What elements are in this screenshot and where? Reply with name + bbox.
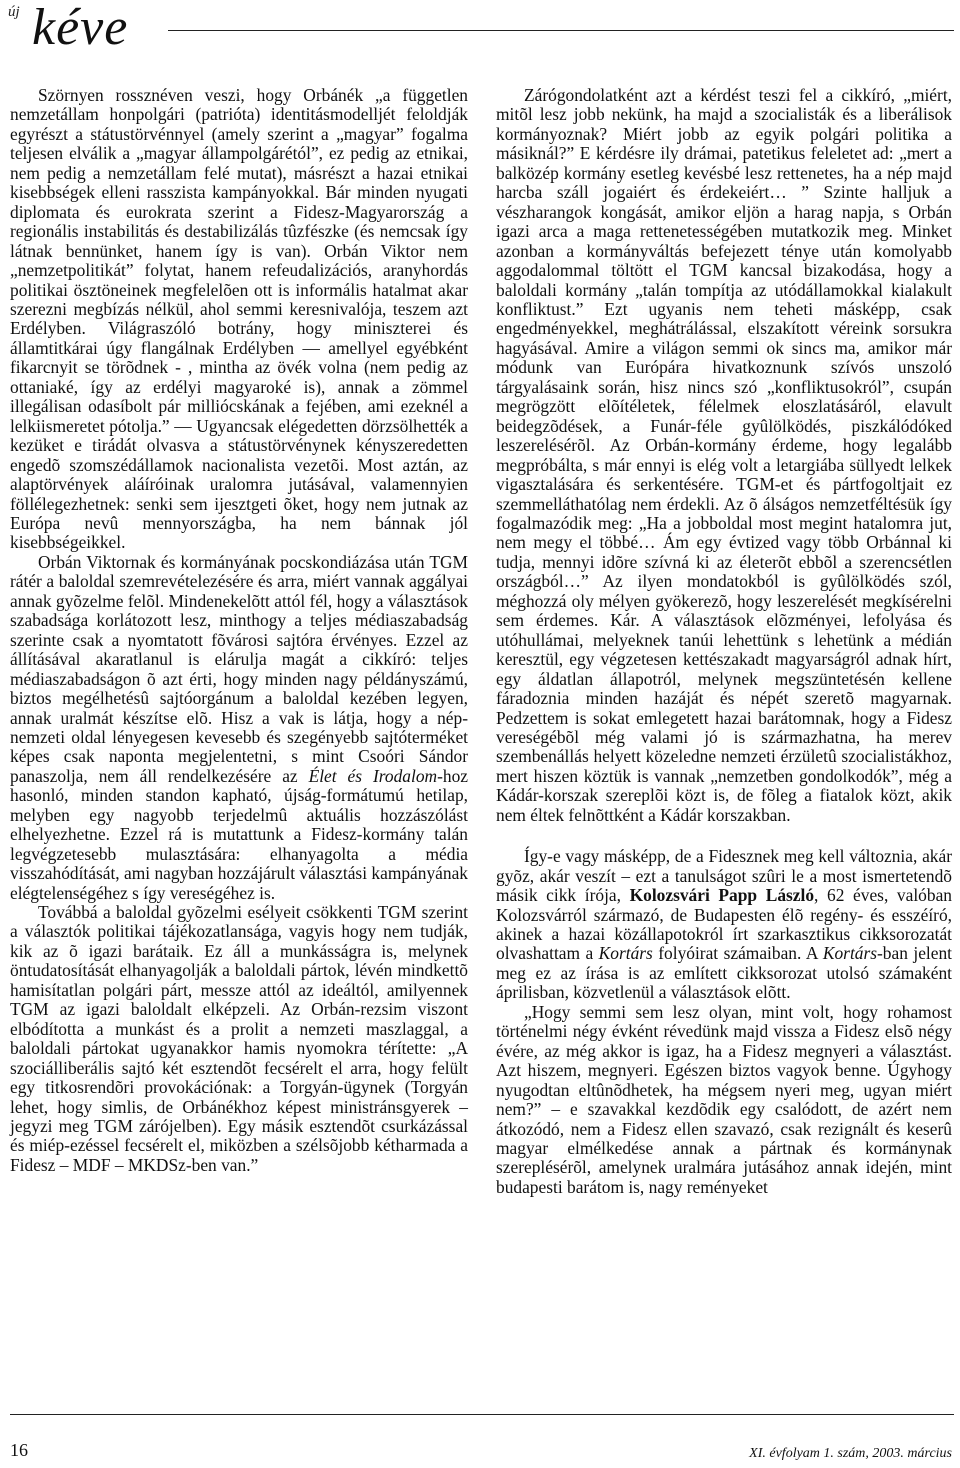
text-run: -hoz hasonló, minden standon kapható, újság-formátumú hetilap, melyben egy nagyobb terjedelmû aktuális hozzászólást elhelyezhetne. Ezzel rá is mutattunk a Fidesz-kormány talán legvégzetesebb mulasztására: elhanyagolta a média visszahódítását, ami nagyban hozzájárult választási kampányának elégtelenségéhez s így vereségéhez is. bbox=[10, 765, 468, 903]
italic-title: Kortárs bbox=[598, 943, 653, 964]
text-run: folyóirat számaiban. A bbox=[652, 943, 823, 964]
paragraph bbox=[496, 86, 952, 825]
footer-rule bbox=[10, 1414, 954, 1415]
paragraph bbox=[496, 847, 952, 1003]
left-column bbox=[10, 86, 468, 1175]
text-run: Szörnyen rossznéven veszi, hogy Orbánék „a független nemzetállam honpolgári (patrióta) identitásmodelljét feloldják egyrészt a státustörvénnyel (amely szerint a „magyar” fogalma teljesen elválik a „magyar állampolgárétól”, ez pedig az etnikai, nem pedig a nemzetállam felé mutat), másrészt a hazai etnikai kisebbségek elleni rasszista kampányokkal. Bár minden nyugati diplomata és eurokrata szerint a Fidesz-Magyarország a regionális instabilitás és destabilizálás tûzfészke (és nemcsak így látnak bennünket, hanem így is van). Orbán Viktor nem „nemzetpolitikát” folytat, hanem refeudalizációs, aranyhordás politikai ösztöneinek megfelelõen ott is informális hatalmat akar szerezni megbízás nélkül, ahol semmi keresnivalója, teszem azt Erdélyben. Világraszóló botrány, hogy miniszterei és államtitkárai úgy flangálnak Erdélyben — amellyel egyébként fikarcnyit se törõdnek - , mintha az övék volna (nem pedig az ottaniaké, így az erdélyi magyaroké is), annak a zömmel illegálisan odasíbolt pár milliócskának a fejében, ami ezeknél a lelkiismeretet pótolja.” — Ugyancsak elégedetten dörzsölhették a kezüket e tirádát olvasva a státustörvénynek kényszeredetten engedõ szomszédállamok nacionalista vezetõi. Most aztán, az alaptörvények aláíróinak uralomra jutásával, valamennyien föllélegezhetnek: senki sem ijesztgeti õket, hogy nem jutnak az Európa nevû mennyországba, ha nem bánnak jól kisebbségeikkel. bbox=[10, 85, 468, 553]
header-rule bbox=[168, 30, 954, 31]
paragraph bbox=[10, 903, 468, 1175]
paragraph bbox=[10, 553, 468, 903]
italic-title: Élet és Irodalom bbox=[308, 765, 438, 786]
text-run: Továbbá a baloldal gyõzelmi esélyeit csökkenti TGM szerint a választók politikai tájékozatlansága, vagyis hogy nem tudják, kik az õ igazi barátaik. Ez áll a munkásságra is, melynek öntudatosítását elhanyagolják a baloldali pártok, lévén mindkettõ hamisítatlan polgári párt, messze attól az ideáltól, amilyennek TGM az igazi baloldalt elképzeli. Az Orbán-rezsim viszont elbódította a munkást és a prolit a nemzeti maszlaggal, a baloldali pártokat ugyanakkor hamis nyomokra térítette: „A szociálliberális sajtó két esztendõt fecsérelt el arra, hogy felült egy titkosrendõri provokációnak: a Torgyán-ügynek (Torgyán lehet, hogy simlis, de Orbánékhoz képest ministránsgyerek – jegyzi meg TGM zárójelben). Egy másik esztendõt csurkázással és miép-ezéssel fecsérelt el, miközben a szélsõjobb kétharmada a Fidesz – MDF – MKDSz-ben van.” bbox=[10, 902, 468, 1175]
masthead-title: kéve bbox=[32, 0, 129, 56]
page-number: 16 bbox=[10, 1440, 28, 1460]
text-run: -ban jelent meg ez az írása is az említett cikksorozat utolsó számaként áprilisban, közvetlenül a választások elõtt. bbox=[496, 943, 952, 1003]
issue-info: XI. évfolyam 1. szám, 2003. március bbox=[749, 1446, 952, 1461]
text-run: „Hogy semmi sem lesz olyan, mint volt, hogy rohamost történelmi négy évként révedünk majd vissza a Fidesz elsõ négy évére, az még akkor is igaz, ha a Fidesz megnyeri a választást. Azt hiszem, megnyeri. Egészen biztos vagyok benne. Úgyhogy nyugodtan eltûnõdhetek, ha mégsem nyeri meg, ugyan miért nem?” – e szavakkal kezdõdik egy csalódott, de azért nem átkozódó, nem a Fidesz ellen szavazó, csak rezignált és keserû magyar elmélkedése annak a pártnak és kormánynak szereplésérõl, amelynek uralmára jutásához annak idején, mint budapesti barátom is, nagy reményeket bbox=[496, 1001, 952, 1197]
text-run: Így-e vagy másképp, de a Fidesznek meg kell változnia, akár gyõz, akár veszít – ezt a tanulságot szûri le a most ismertetendõ másik cikk írója, bbox=[496, 846, 952, 906]
masthead-kicker: új bbox=[8, 4, 20, 20]
text-run: , 62 éves, valóban Kolozsvárról származó, de Budapesten élõ regény- és esszéíró, akinek a hazai közállapotokról írt szarkasztikus cikksorozatát olvashattam a bbox=[496, 885, 952, 964]
author-name: Kolozsvári Papp László bbox=[629, 885, 815, 906]
right-column bbox=[496, 86, 952, 1197]
text-run: Zárógondolatként azt a kérdést teszi fel a cikkíró, „miért, mitõl lesz jobb nekünk, ha majd a szocialisták és a liberálisok kormányoznak? Miért jobb az egyik polgári politika a másiknál?” E kérdésre ily drámai, patetikus feleletet ad: „mert a balközép kormány esetleg kevésbé lesz rettenetes, ha a nép majd harcba száll jogaiért és érdekeiért… ” Szinte halljuk a vészharangok kongását, amikor eljön a harag napja, s Orbán igazi arca a maga rettenetességében mutatkozik meg. Minket azonban a kormányváltás befejezett ténye után komolyabb aggodalommal töltött el TGM kancsal bizakodása, hogy a baloldali kormány „talán tompítja az utódállamokkal kialakult konfliktust.” Ezt ugyanis nem teheti másképp, csak engedményekkel, meghátrálással, elszakított véreink sorsukra hagyásával. Amire a világon semmi ok sincs ma, amikor már módunk van Európára hivatkoznunk szívós unszoló tárgyalásaink során, hisz nincs szó „konfliktusokról”, csupán megrögzött elõítéletek, félelmek eloszlatásáról, elavult beidegzõdések, a Funár-féle gyûlölködés, piszkálódóked leszerelésérõl. Az Orbán-kormány érdeme, hogy legalább megpróbálta, s már ennyi is elég volt a letargiába süllyedt lelkek vigasztalására és serkentésére. TGM-et és pártfogoltjait ez szemmelláthatólag nem érdekli. Az õ álságos nemzetféltésük így fogalmazódik meg: „Ha a jobboldal most megint hatalomra jut, nem megy el többé… Ám egy évtized vagy több Orbánnal ki tudja, mennyi idõre szívná ki az életerõt ebbõl a szerencsétlen országból…” Az ilyen mondatokból is gyûlölködés szól, méghozzá oly mélyen gyökerezõ, hogy leszerelését megkísérelni sem érdemes. Kár. A választások elõzményei, lefolyása és utóhullámai, melyeknek tanúi lehettünk s lehetünk a médián keresztül, egy végzetesen kettészakadt magyarságról adnak hírt, egy áldatlan állapotról, melynek megszüntetésén kellene fáradoznia minden hazáját és népét szeretõ magyarnak. Pedzettem is sokat emlegetett hazai barátomnak, hogy a Fidesz vereségébõl még valami jó is származhatna, ha merev szembenállás helyett közeledne nemzeti érzületû szocialistákhoz, mert hiszen köztük is vannak „nemzetben gondolkodók”, még a Kádár-korszak szereplõi közt is, de fõleg a fiatalok közt, akik nem éltek felnõttként a Kádár korszakban. bbox=[496, 85, 952, 825]
paragraph bbox=[496, 1003, 952, 1198]
text-run: Orbán Viktornak és kormányának pocskondiázása után TGM rátér a baloldal szemrevételezésére és arra, miért vannak aggályai annak gyõzelme felõl. Mindenekelõtt attól fél, hogy a választások szabadsága korlátozott lesz, minthogy a teljes médiaszabadság szerinte csak a nyomtatott fõvárosi sajtóra érvényes. Ezzel az állításával akaratlanul is elárulja magát a cikkíró: teljes médiaszabadságon õ azt érti, hogy minden nagy példányszámú, biztos megélhetésû sajtóorgánum a baloldal kezében legyen, annak uralmát készítse elõ. Hisz a vak is látja, hogy a nép-nemzeti oldal lényegesen kevesebb és szegényebb sajtóterméket képes csak naponta megjelentetni, s mint Csoóri Sándor panaszolja, nem áll rendelkezésére az bbox=[10, 551, 468, 786]
italic-title: Kortárs bbox=[822, 943, 878, 964]
masthead bbox=[0, 0, 960, 60]
paragraph bbox=[10, 86, 468, 553]
